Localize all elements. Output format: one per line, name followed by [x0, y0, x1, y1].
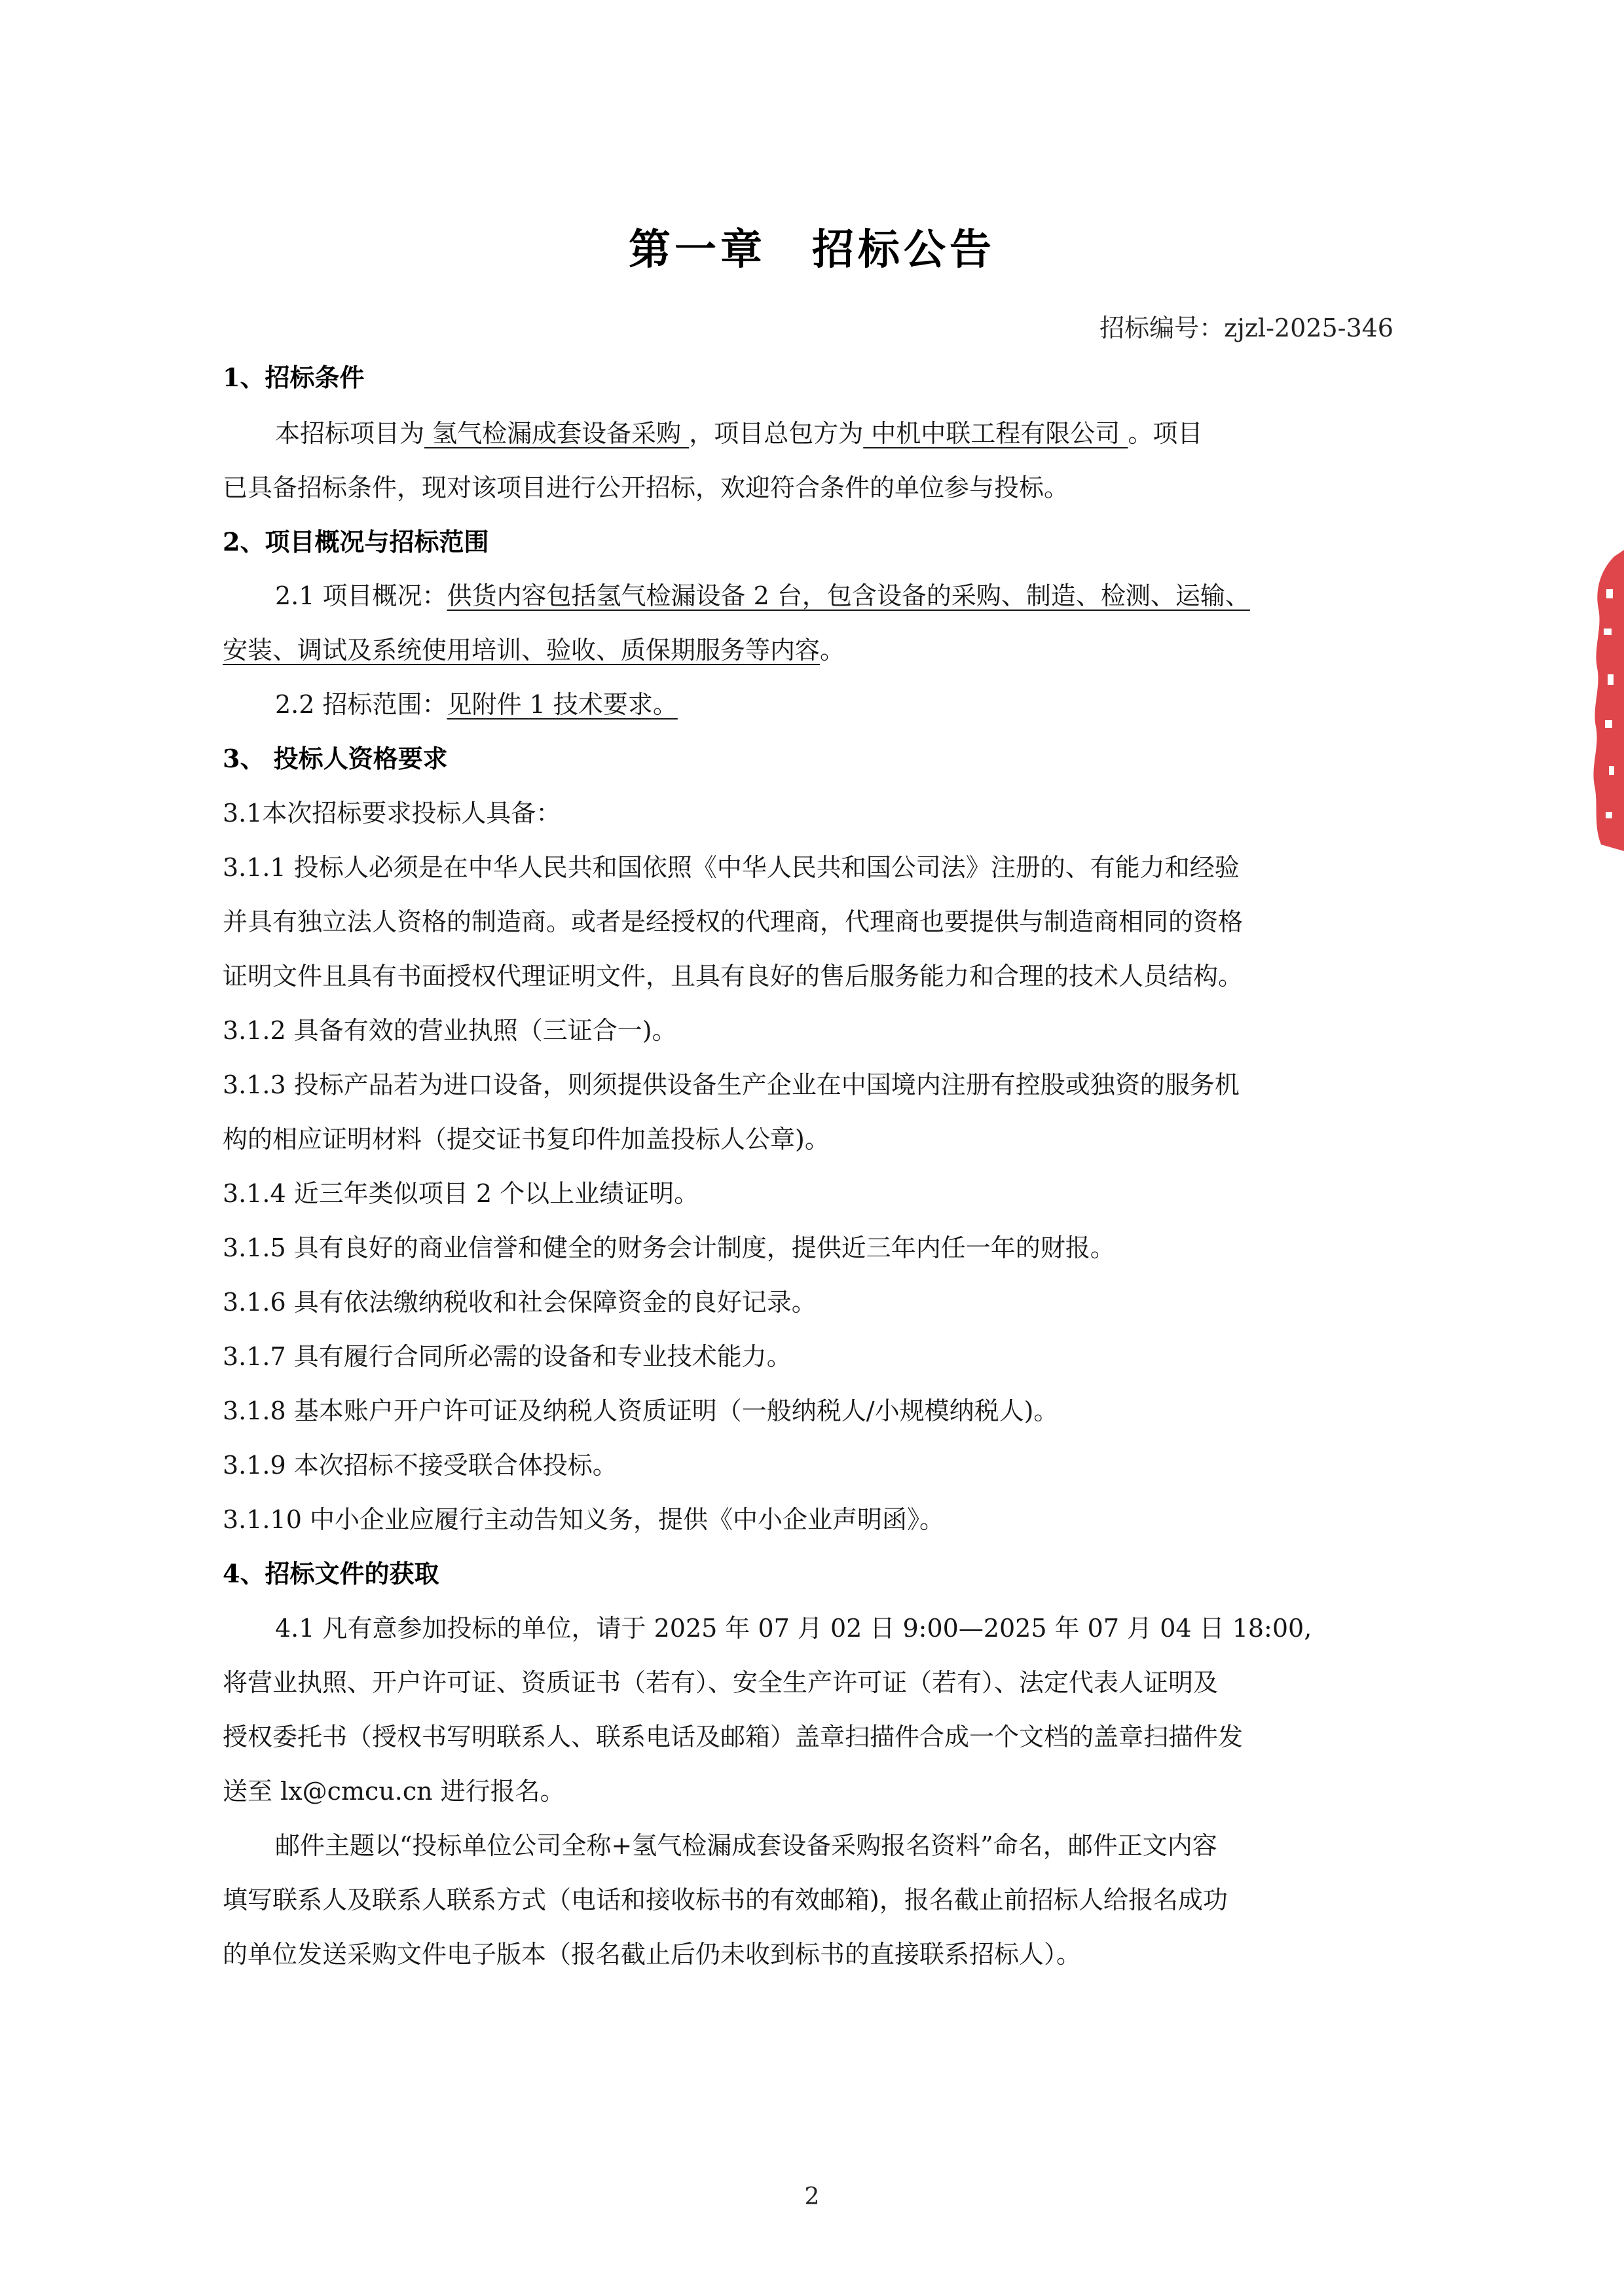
section-4-line: 邮件主题以“投标单位公司全称+氢气检漏成套设备采购报名资料”命名，邮件正文内容 [275, 1831, 1217, 1860]
section-4-line: 填写联系人及联系人联系方式（电话和接收标书的有效邮箱)，报名截止前招标人给报名成功 [223, 1886, 1228, 1914]
section-4-line: 将营业执照、开户许可证、资质证书（若有）、安全生产许可证（若有）、法定代表人证明及 [223, 1668, 1219, 1697]
requirement-line: 3.1.6 具有依法缴纳税收和社会保障资金的良好记录。 [223, 1288, 817, 1317]
title-chapter: 第一章 [629, 225, 766, 274]
page-number: 2 [804, 2183, 820, 2210]
requirement-line: 3.1.10 中小企业应履行主动告知义务，提供《中小企业声明函》。 [223, 1505, 944, 1534]
requirement-line: 3.1.3 投标产品若为进口设备，则须提供设备生产企业在中国境内注册有控股或独资的服务机 [223, 1070, 1240, 1099]
section-4-line: 授权委托书（授权书写明联系人、联系电话及邮箱）盖章扫描件合成一个文档的盖章扫描件发 [223, 1722, 1244, 1751]
project-name: 氢气检漏成套设备采购 [424, 419, 690, 448]
requirement-line: 并具有独立法人资格的制造商。或者是经授权的代理商，代理商也要提供与制造商相同的资格 [223, 907, 1244, 936]
section-1-paragraph-line2: 已具备招标条件，现对该项目进行公开招标，欢迎符合条件的单位参与投标。 [223, 473, 1069, 502]
section-4-line: 的单位发送采购文件电子版本（报名截止后仍未收到标书的直接联系招标人）。 [223, 1940, 1082, 1969]
requirement-line: 3.1本次招标要求投标人具备： [223, 799, 561, 828]
page-title [0, 216, 1624, 276]
requirement-line: 证明文件且具有书面授权代理证明文件，且具有良好的售后服务能力和合理的技术人员结构。 [223, 962, 1244, 991]
requirement-line: 3.1.9 本次招标不接受联合体投标。 [223, 1451, 618, 1480]
section-4-heading: 4、招标文件的获取 [223, 1559, 439, 1588]
requirement-line: 构的相应证明材料（提交证书复印件加盖投标人公章)。 [223, 1125, 830, 1154]
section-2-heading: 2、项目概况与招标范围 [223, 527, 489, 556]
title-text: 招标公告 [812, 225, 995, 274]
section-1-heading: 1、招标条件 [223, 363, 365, 392]
section-2-1-paragraph-line2: 安装、调试及系统使用培训、验收、质保期服务等内容。 [223, 636, 845, 665]
section-1-paragraph: 本招标项目为 氢气检漏成套设备采购 ，项目总包方为 中机中联工程有限公司 。项目 [275, 419, 1203, 448]
requirement-line: 3.1.1 投标人必须是在中华人民共和国依照《中华人民共和国公司法》注册的、有能力和经验 [223, 853, 1240, 882]
section-2-1-paragraph: 2.1 项目概况：供货内容包括氢气检漏设备 2 台，包含设备的采购、制造、检测、运输、 [275, 581, 1250, 610]
tender-number: 招标编号：zjzl-2025-346 [1099, 314, 1393, 342]
section-4-line: 送至 lx@cmcu.cn 进行报名。 [223, 1777, 565, 1806]
contractor-name: 中机中联工程有限公司 [863, 419, 1128, 448]
company-seal-stamp [1575, 550, 1624, 864]
requirement-line: 3.1.2 具备有效的营业执照（三证合一)。 [223, 1016, 677, 1045]
requirement-line: 3.1.5 具有良好的商业信誉和健全的财务会计制度，提供近三年内任一年的财报。 [223, 1233, 1115, 1262]
section-2-2-paragraph: 2.2 招标范围：见附件 1 技术要求。 [275, 690, 678, 719]
requirement-line: 3.1.7 具有履行合同所必需的设备和专业技术能力。 [223, 1342, 792, 1371]
section-4-line: 4.1 凡有意参加投标的单位，请于 2025 年 07 月 02 日 9:00—2025 年 07 月 04 日 18:00, [275, 1614, 1312, 1643]
section-3-heading: 3、 投标人资格要求 [223, 744, 448, 773]
requirement-line: 3.1.8 基本账户开户许可证及纳税人资质证明（一般纳税人/小规模纳税人)。 [223, 1396, 1059, 1425]
requirement-line: 3.1.4 近三年类似项目 2 个以上业绩证明。 [223, 1179, 699, 1208]
